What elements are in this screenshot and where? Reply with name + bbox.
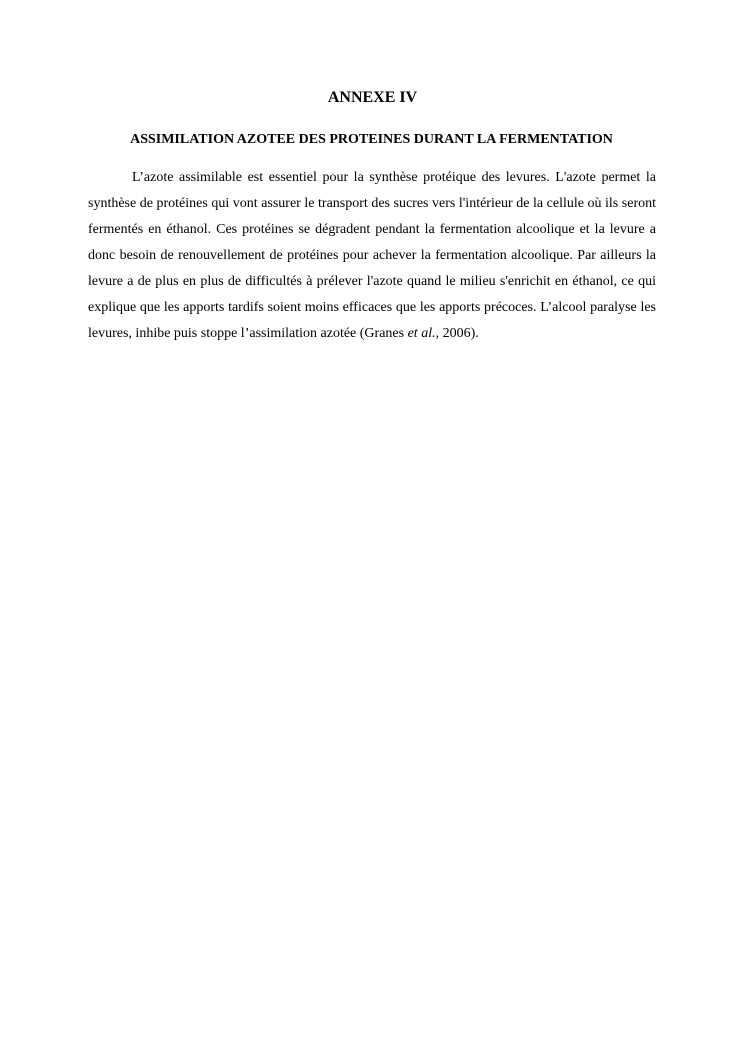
citation-year: 2006).	[439, 326, 479, 341]
section-title: ASSIMILATION AZOTEE DES PROTEINES DURANT LA FERMENTATION	[130, 132, 613, 147]
paragraph-text: L’azote assimilable est essentiel pour la synthèse protéique des levures. L'azote permet la synthèse de protéines qui vont assurer le transport des sucres vers l'intérieur de la cellule où ils seront fermentés en éthanol. Ces protéines se dégradent pendant la fermentation alcoolique et la levure a donc besoin de renouvellement de protéines pour achever la fermentation alcoolique. Par ailleurs la levure a de plus en plus de difficultés à prélever l'azote quand le milieu s'enrichit en éthanol, ce qui explique que les apports tardifs soient moins efficaces que les apports précoces. L’alcool paralyse les levures, inhibe puis stoppe l’assimilation azotée (Granes	[88, 170, 656, 341]
annex-title: ANNEXE IV	[327, 89, 418, 106]
citation-et-al: et al.,	[407, 326, 440, 341]
body-paragraph	[88, 165, 656, 347]
